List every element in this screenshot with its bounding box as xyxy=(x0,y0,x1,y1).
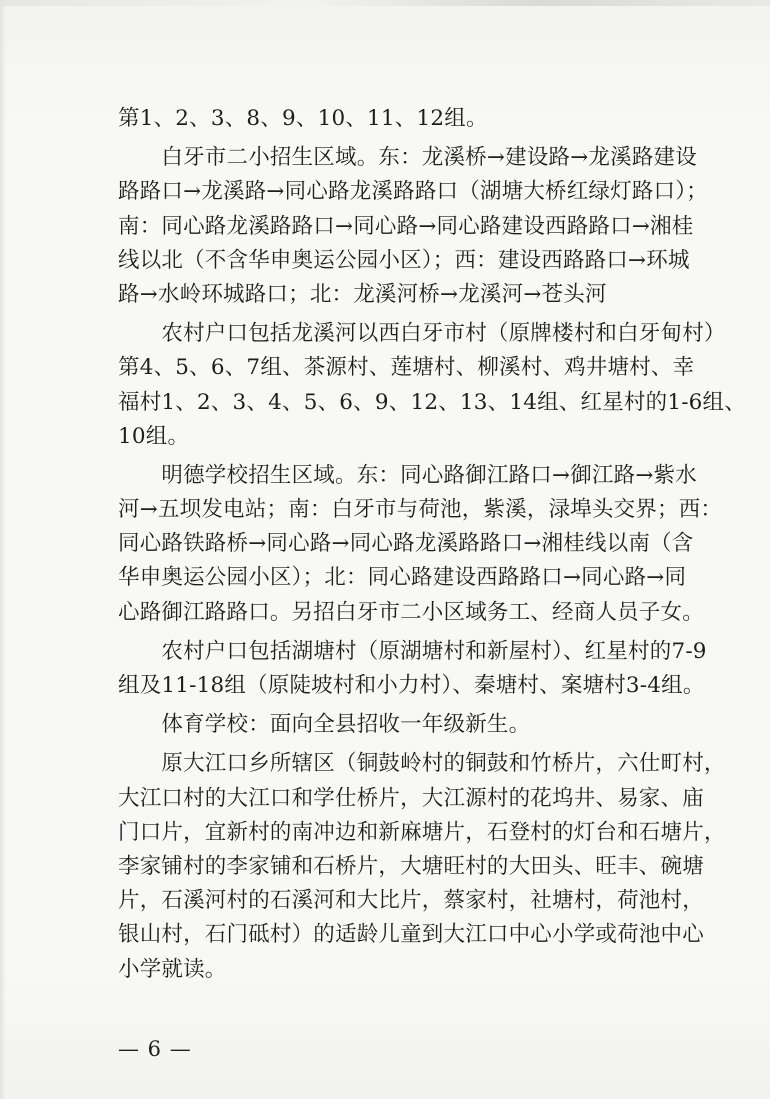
text-line: 农村户口包括龙溪河以西白牙市村（原牌楼村和白牙甸村） xyxy=(118,321,726,347)
text-line: 组及11-18组（原陡坡村和小力村）、秦塘村、案塘村3-4组。 xyxy=(118,673,705,698)
text-line: 心路御江路路口。另招白牙市二小区域务工、经商人员子女。 xyxy=(118,599,704,625)
paragraph xyxy=(118,708,678,742)
text-line: 大江口村的大江口和学仕桥片，大江源村的花坞井、易家、庙 xyxy=(118,785,704,811)
text-line: 福村1、2、3、4、5、6、9、12、13、14组、红星村的1-6组、 xyxy=(118,389,746,415)
text-line: 原大江口乡所辖区（铜鼓岭村的铜鼓和竹桥片，六仕町村， xyxy=(118,751,726,777)
text-line: 小学就读。 xyxy=(118,956,227,982)
text-line: 线以北（不含华申奥运公园小区）；西：建设西路路口→环城 xyxy=(118,247,690,273)
text-line: 南：同心路龙溪路路口→同心路→同心路建设西路路口→湘桂 xyxy=(118,213,694,239)
text-line: 体育学校：面向全县招收一年级新生。 xyxy=(118,712,531,738)
text-line: 第4、5、6、7组、茶源村、莲塘村、柳溪村、鸡井塘村、幸 xyxy=(118,355,695,381)
text-line: 明德学校招生区域。东：同心路御江路口→御江路→紫水 xyxy=(118,462,697,488)
text-line: 李家铺村的李家铺和石桥片，大塘旺村的大田头、旺丰、碗塘 xyxy=(118,853,704,879)
document-body xyxy=(118,102,746,987)
text-line: 农村户口包括湖塘村（原湖塘村和新屋村）、红星村的7-9 xyxy=(118,638,707,664)
paragraph xyxy=(118,317,746,454)
page-number: — 6 — xyxy=(118,1037,192,1061)
paragraph xyxy=(118,635,707,703)
scan-edge-left xyxy=(0,0,6,1099)
text-line: 门口片，宜新村的南冲边和新麻塘片，石登村的灯台和石塘片， xyxy=(118,819,726,845)
text-line: 路→水岭环城路口；北：龙溪河桥→龙溪河→苍头河 xyxy=(118,281,607,307)
paragraph xyxy=(118,459,723,630)
text-line: 华申奥运公园小区）；北：同心路建设西路路口→同心路→同 xyxy=(118,565,687,591)
text-line: 河→五坝发电站；南：白牙市与荷池，紫溪，渌埠头交界；西： xyxy=(118,497,723,523)
text-line: 第1、2、3、8、9、10、11、12组。 xyxy=(118,106,488,131)
text-line: 白牙市二小招生区域。东：龙溪桥→建设路→龙溪路建设 xyxy=(118,145,697,171)
scan-edge-top xyxy=(0,0,770,6)
paragraph xyxy=(118,141,708,312)
paragraph xyxy=(118,102,678,136)
text-line: 同心路铁路桥→同心路→同心路龙溪路路口→湘桂线以南（含 xyxy=(118,531,694,557)
text-line: 路路口→龙溪路→同心路龙溪路路口（湖塘大桥红绿灯路口）； xyxy=(118,179,708,205)
text-line: 片，石溪河村的石溪河和大比片，蔡家村，社塘村，荷池村， xyxy=(118,888,704,914)
paragraph xyxy=(118,747,726,986)
text-line: 银山村，石门砥村）的适龄儿童到大江口中心小学或荷池中心 xyxy=(118,922,704,948)
text-line: 10组。 xyxy=(118,423,190,449)
